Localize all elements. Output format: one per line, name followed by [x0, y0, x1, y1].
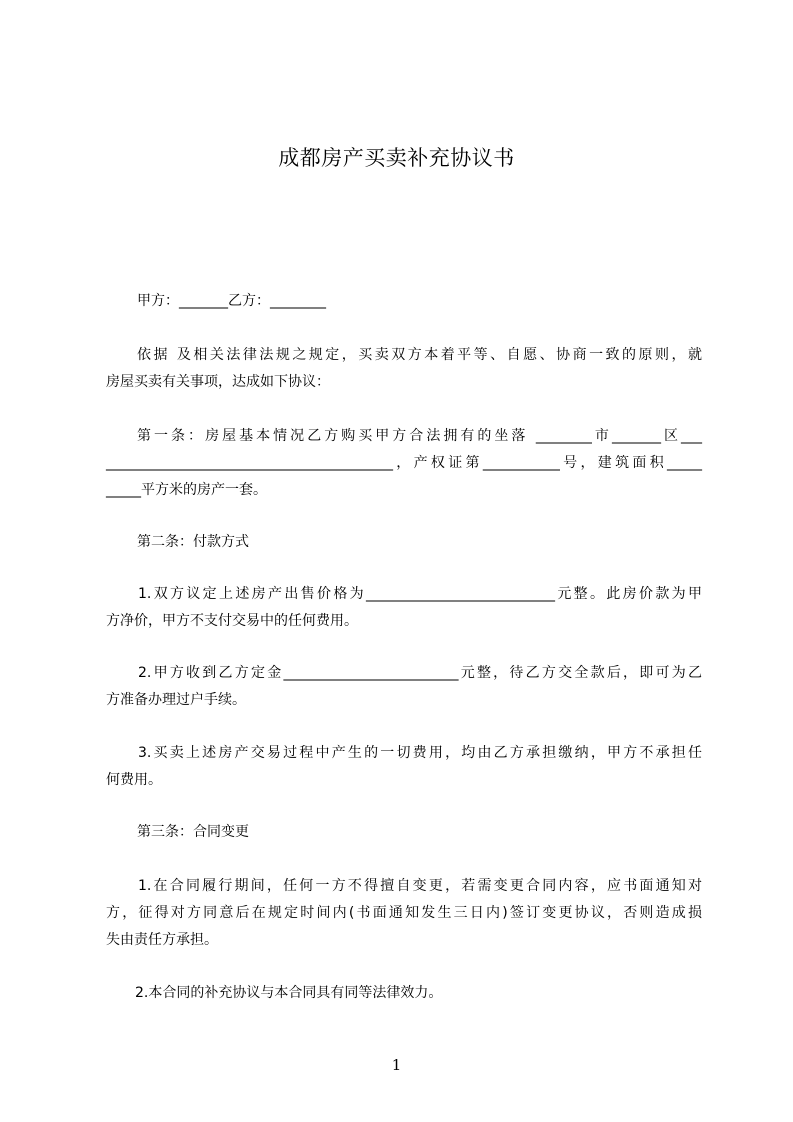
parties-line: 甲方：_______乙方：________	[137, 293, 326, 309]
article2-heading: 第二条：付款方式	[137, 534, 249, 550]
article1-line-1: 第一条：房屋基本情况乙方购买甲方合法拥有的坐落 ________市_______区___	[137, 428, 702, 444]
article2-item3-line-1: 3.买卖上述房产交易过程中产生的一切费用，均由乙方承担缴纳，甲方不承担任	[138, 745, 702, 761]
article1-line-2: _________________________________________，产权证第___________号，建筑面积_____	[106, 455, 702, 471]
article2-item1-line-1: 1.双方议定上述房产出售价格为___________________________元整。此房价款为甲	[138, 586, 702, 602]
article1-line-3: _____平方米的房产一套。	[106, 482, 267, 498]
page-number: 1	[391, 1056, 402, 1074]
article3-item2-line-1: 2.本合同的补充协议与本合同具有同等法律效力。	[135, 985, 443, 1001]
document-title: 成都房产买卖补充协议书	[278, 146, 515, 170]
article3-heading: 第三条：合同变更	[137, 824, 249, 840]
article2-item3-line-2: 何费用。	[106, 772, 162, 788]
article2-item2-line-1: 2.甲方收到乙方定金_________________________元整，待乙方交全款后，即可为乙	[138, 665, 702, 681]
preamble-line-1: 依据 及相关法律法规之规定，买卖双方本着平等、自愿、协商一致的原则，就	[137, 347, 702, 363]
article3-item1-line-3: 失由责任方承担。	[106, 932, 218, 948]
preamble-line-2: 房屋买卖有关事项，达成如下协议：	[106, 374, 330, 390]
article3-item1-line-2: 方，征得对方同意后在规定时间内(书面通知发生三日内)签订变更协议，否则造成损	[106, 905, 702, 921]
article2-item2-line-2: 方准备办理过户手续。	[106, 692, 246, 708]
article2-item1-line-2: 方净价，甲方不支付交易中的任何费用。	[106, 613, 358, 629]
article3-item1-line-1: 1.在合同履行期间，任何一方不得擅自变更，若需变更合同内容，应书面通知对	[138, 878, 702, 894]
